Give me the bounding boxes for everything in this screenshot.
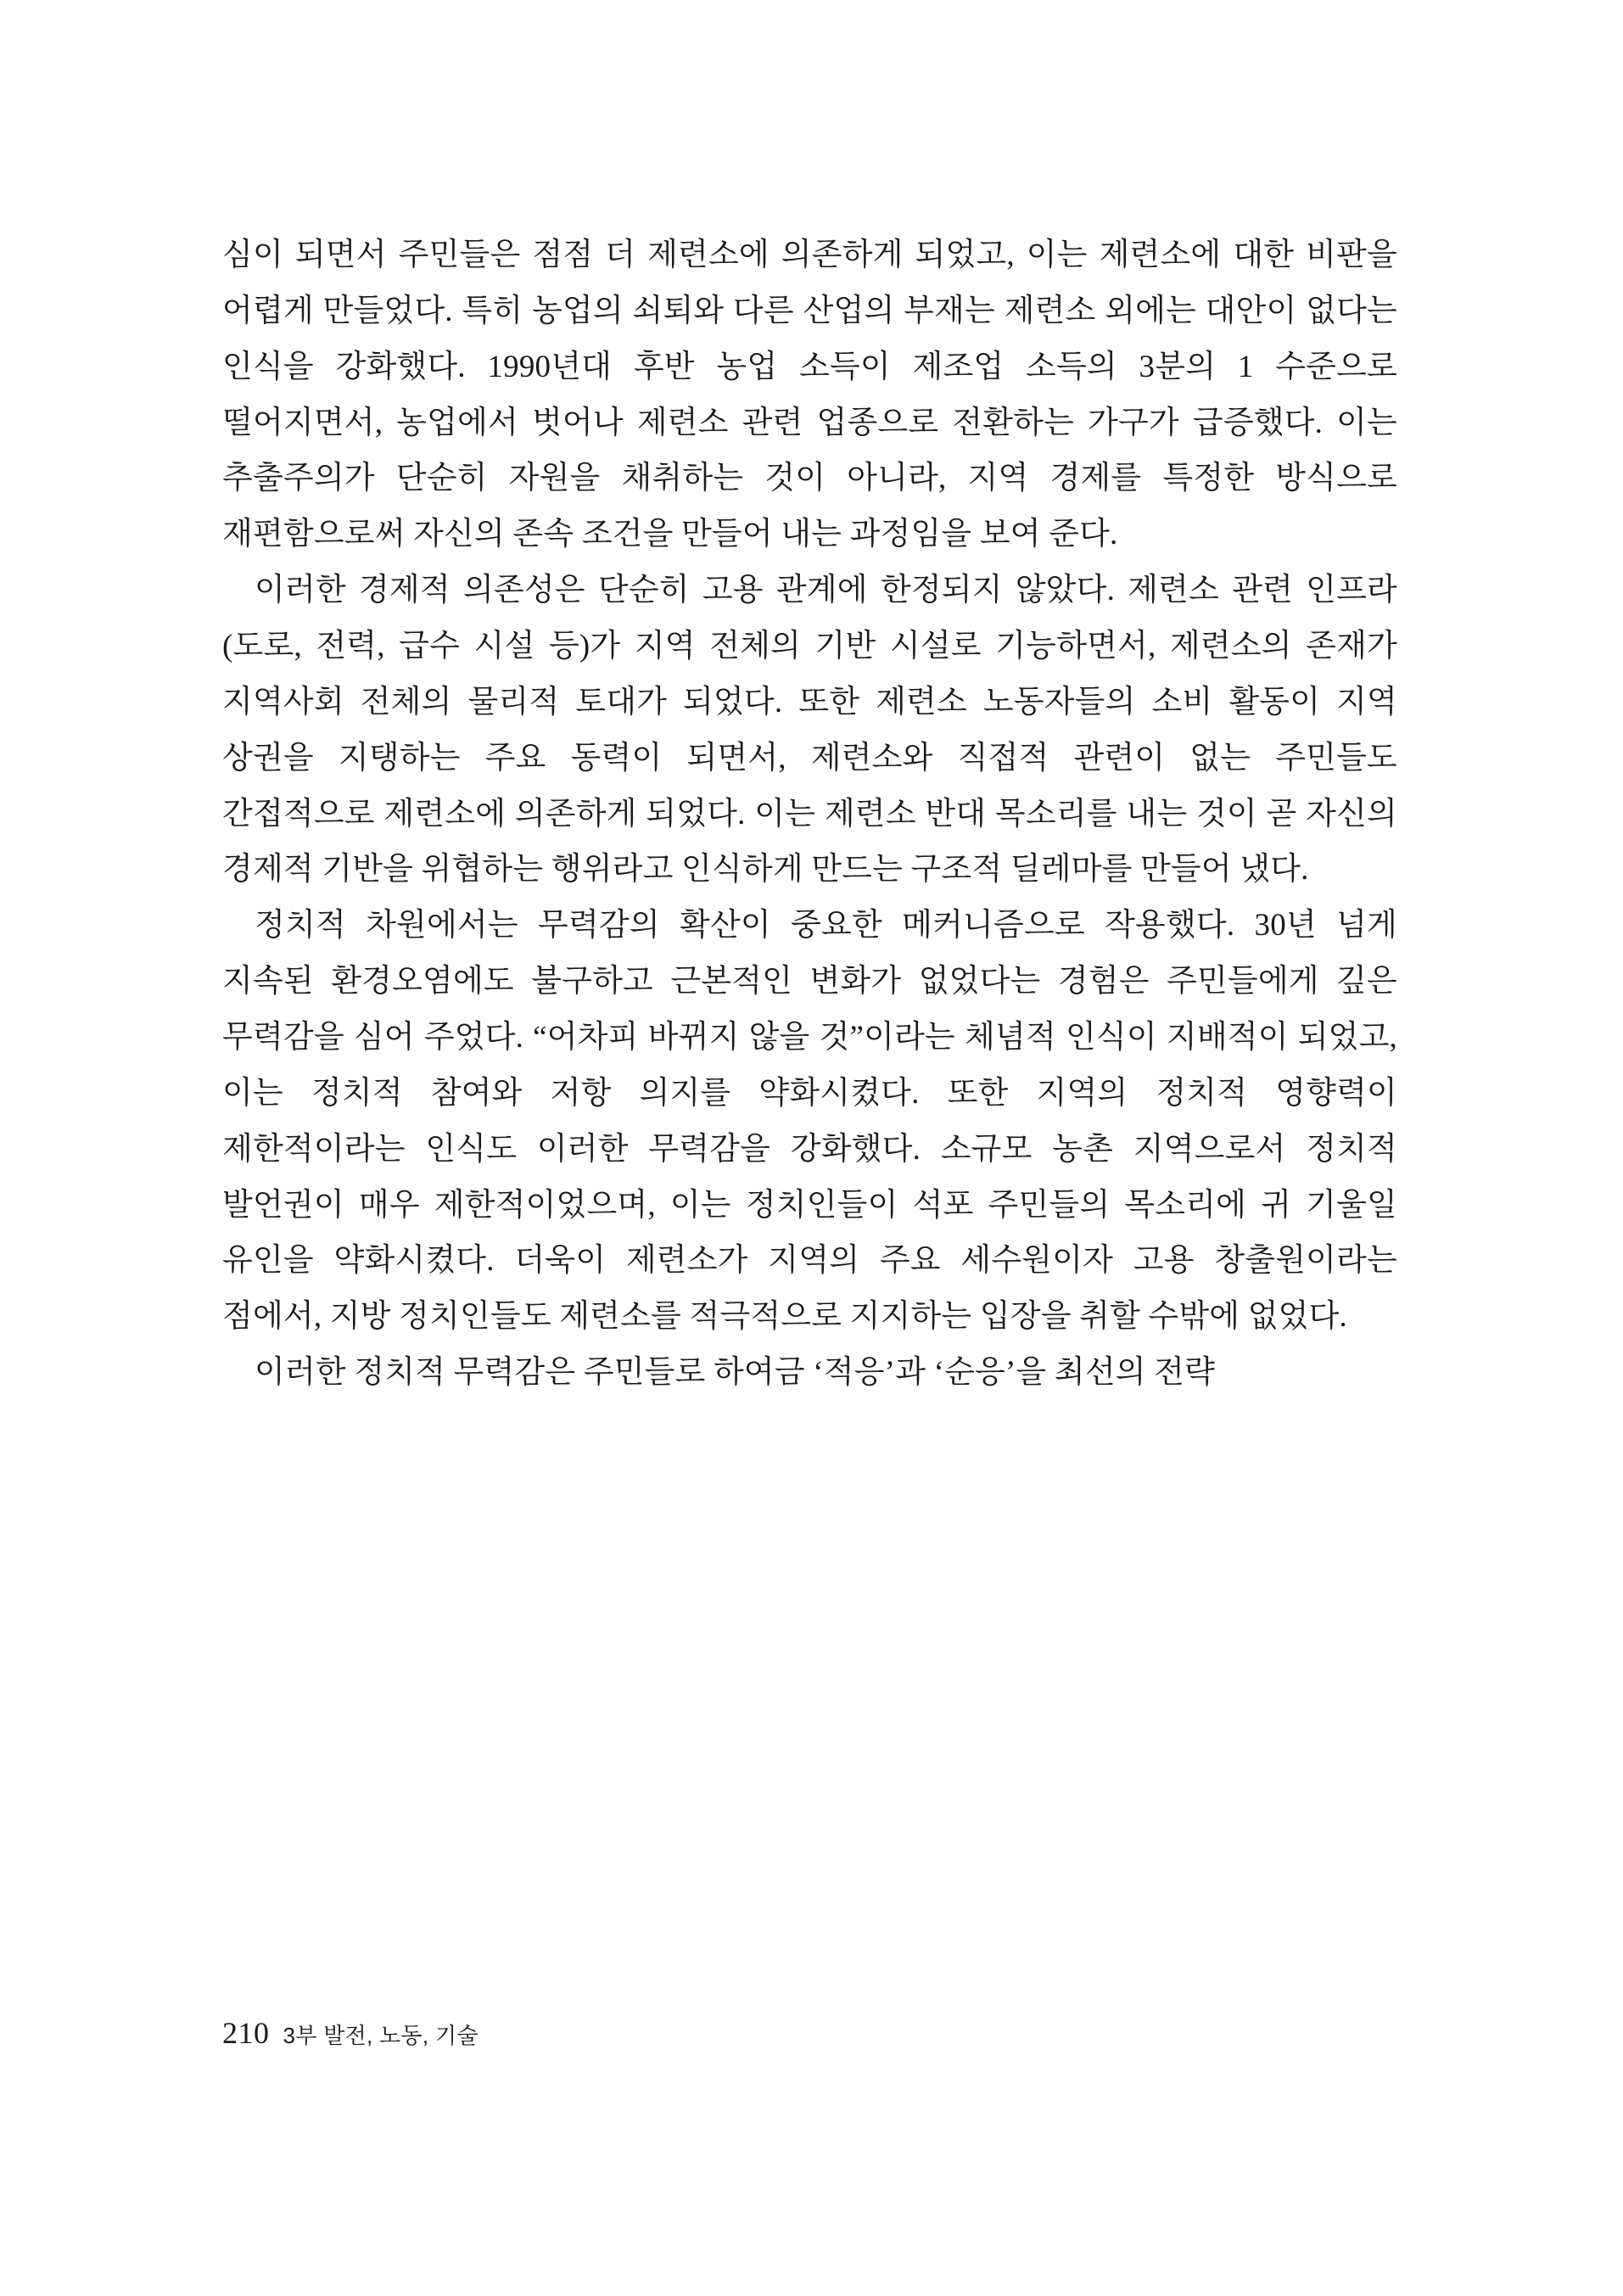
page-number: 210 [222, 2016, 270, 2050]
page-body [222, 227, 1397, 1401]
paragraph: 이러한 경제적 의존성은 단순히 고용 관계에 한정되지 않았다. 제련소 관련 인프라(도로, 전력, 급수 시설 등)가 지역 전체의 기반 시설로 기능하면서, 제련소의 존재가 지역사회 전체의 물리적 토대가 되었다. 또한 제련소 노동자들의 소비 활동이 지역 상권을 지탱하는 주요 동력이 되면서, 제련소와 직접적 관련이 없는 주민들도 간접적으로 제련소에 의존하게 되었다. 이는 제련소 반대 목소리를 내는 것이 곧 자신의 경제적 기반을 위협하는 행위라고 인식하게 만드는 구조적 딜레마를 만들어 냈다. [222, 573, 1397, 888]
paragraph: 정치적 차원에서는 무력감의 확산이 중요한 메커니즘으로 작용했다. 30년 넘게 지속된 환경오염에도 불구하고 근본적인 변화가 없었다는 경험은 주민들에게 깊은 무력감을 심어 주었다. “어차피 바뀌지 않을 것”이라는 체념적 인식이 지배적이 되었고, 이는 정치적 참여와 저항 의지를 약화시켰다. 또한 지역의 정치적 영향력이 제한적이라는 인식도 이러한 무력감을 강화했다. 소규모 농촌 지역으로서 정치적 발언권이 매우 제한적이었으며, 이는 정치인들이 석포 주민들의 목소리에 귀 기울일 유인을 약화시켰다. 더욱이 제련소가 지역의 주요 세수원이자 고용 창출원이라는 점에서, 지방 정치인들도 제련소를 적극적으로 지지하는 입장을 취할 수밖에 없었다. [222, 908, 1397, 1335]
paragraph: 이러한 정치적 무력감은 주민들로 하여금 ‘적응’과 ‘순응’을 최선의 전략 [255, 1355, 1216, 1391]
running-head: 3부 발전, 노동, 기술 [283, 2023, 479, 2048]
page-footer [222, 2015, 479, 2051]
paragraph: 심이 되면서 주민들은 점점 더 제련소에 의존하게 되었고, 이는 제련소에 대한 비판을 어렵게 만들었다. 특히 농업의 쇠퇴와 다른 산업의 부재는 제련소 외에는 대안이 없다는 인식을 강화했다. 1990년대 후반 농업 소득이 제조업 소득의 3분의 1 수준으로 떨어지면서, 농업에서 벗어나 제련소 관련 업종으로 전환하는 가구가 급증했다. 이는 추출주의가 단순히 자원을 채취하는 것이 아니라, 지역 경제를 특정한 방식으로 재편함으로써 자신의 존속 조건을 만들어 내는 과정임을 보여 준다. [222, 238, 1397, 552]
